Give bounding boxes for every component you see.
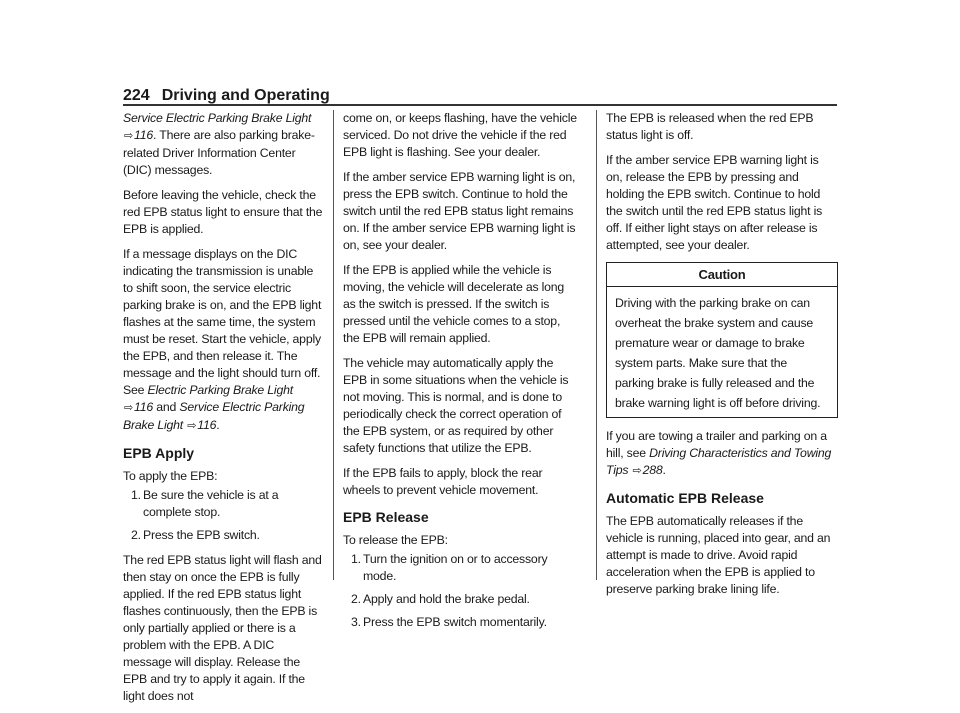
list-item: 1. Turn the ignition on or to accessory mode. (351, 552, 548, 583)
column-3 (606, 110, 838, 606)
header-rule (123, 104, 837, 106)
page-number: 224 (123, 87, 150, 104)
caution-title: Caution (607, 263, 837, 287)
section-title: Driving and Operating (161, 87, 330, 104)
cross-reference-link[interactable]: Electric Parking Brake Light (147, 383, 293, 397)
list-intro: To release the EPB: (343, 533, 448, 547)
paragraph-text: There are also parking brake-related Driver Information Center (DIC) messages. (123, 128, 315, 177)
list-item: 2. Apply and hold the brake pedal. (351, 592, 530, 606)
cross-reference-link[interactable]: Service Electric Parking Brake Light (123, 111, 312, 125)
page-ref-arrow-icon: ⇨ (124, 130, 134, 142)
page-ref: 116 (197, 418, 217, 432)
paragraph-text: If you are towing a trailer and parking on a hill, see (606, 429, 827, 460)
paragraph: If the EPB fails to apply, block the rear wheels to prevent vehicle movement. (343, 466, 543, 497)
paragraph: If the amber service EPB warning light is on, release the EPB by pressing and holding the EPB switch. Continue to hold the switch until the red EPB status light is off. If either light stays on after release is attempted, see your dealer. (606, 153, 823, 252)
paragraph: Before leaving the vehicle, check the red EPB status light to ensure that the EPB is applied. (123, 188, 323, 236)
page-ref-arrow-icon: ⇨ (187, 420, 197, 432)
paragraph: If a message displays on the DIC indicating the transmission is unable to shift soon, the service electric parking brake is on, and the EPB light flashes at the same time, the system must be reset. Start the vehicle, apply the EPB, and then release it. The message and the light should turn off. See Electric Parking Brake Light ⇨116 and Service Electric Parking Brake Light ⇨116. (123, 247, 322, 432)
page-ref: 116 (134, 128, 154, 142)
paragraph: Service Electric Parking Brake Light ⇨116. There are also parking brake-related Driver Information Center (DIC) messages. (123, 111, 315, 177)
caution-text: Driving with the parking brake on can overheat the brake system and cause premature wear or damage to brake system parts. Make sure that the parking brake is fully released and the brake warning light is off before driving. (615, 296, 821, 410)
paragraph: The EPB automatically releases if the vehicle is running, placed into gear, and an attempt is made to drive. Avoid rapid acceleration when the EPB is applied to preserve parking brake lining life. (606, 514, 831, 596)
paragraph: If you are towing a trailer and parking on a hill, see Driving Characteristics and Towing Tips ⇨288. (606, 429, 832, 477)
paragraph: come on, or keeps flashing, have the vehicle serviced. Do not drive the vehicle if the red EPB light is flashing. See your dealer. (343, 111, 577, 159)
cross-reference-link[interactable]: Driving Characteristics and Towing Tips (606, 446, 832, 477)
paragraph: The EPB is released when the red EPB status light is off. (606, 111, 814, 142)
column-2 (343, 110, 578, 639)
release-steps-list (343, 551, 578, 631)
column-divider (596, 110, 597, 580)
cross-reference-link[interactable]: Service Electric Parking Brake Light (123, 400, 305, 432)
page-ref: 288 (642, 463, 663, 477)
column-divider (333, 110, 334, 580)
list-item: 3. Press the EPB switch momentarily. (351, 615, 547, 629)
apply-steps-list (123, 487, 323, 544)
list-item: 1. Be sure the vehicle is at a complete stop. (131, 488, 279, 519)
page-ref: 116 (134, 400, 154, 414)
list-intro: To apply the EPB: (123, 469, 218, 483)
conjunction: and (156, 400, 177, 414)
paragraph-text: If a message displays on the DIC indicating the transmission is unable to shift soon, the service electric parking brake is on, and the EPB light flashes at the same time, the system must be reset. Start the vehicle, apply the EPB, and then release it. The message and the light should turn off. See (123, 247, 322, 397)
page-ref-arrow-icon: ⇨ (632, 465, 642, 477)
section-heading-epb-release: EPB Release (343, 509, 429, 525)
section-heading-automatic-epb-release: Automatic EPB Release (606, 490, 764, 506)
paragraph: If the EPB is applied while the vehicle is moving, the vehicle will decelerate as long as the switch is pressed. If the switch is pressed until the vehicle comes to a stop, the EPB will remain applied. (343, 263, 565, 345)
section-heading-epb-apply: EPB Apply (123, 445, 195, 461)
paragraph: The red EPB status light will flash and then stay on once the EPB is fully applied. If the red EPB status light flashes continuously, then the EPB is only partially applied or there is a problem with the EPB. A DIC message will display. Release the EPB and try to apply it again. If the light does not (123, 553, 322, 703)
column-1 (123, 110, 323, 713)
caution-box (606, 262, 838, 418)
page-ref-arrow-icon: ⇨ (124, 402, 134, 414)
paragraph: If the amber service EPB warning light is on, press the EPB switch. Continue to hold the switch until the red EPB status light remains on. If the amber service EPB warning light is on, see your dealer. (343, 170, 576, 252)
paragraph: The vehicle may automatically apply the EPB in some situations when the vehicle is not moving. This is normal, and is done to periodically check the correct operation of the EPB system, or as required by other safety functions that utilize the EPB. (343, 356, 569, 455)
list-item: 2. Press the EPB switch. (131, 528, 260, 542)
page-header (123, 83, 837, 105)
